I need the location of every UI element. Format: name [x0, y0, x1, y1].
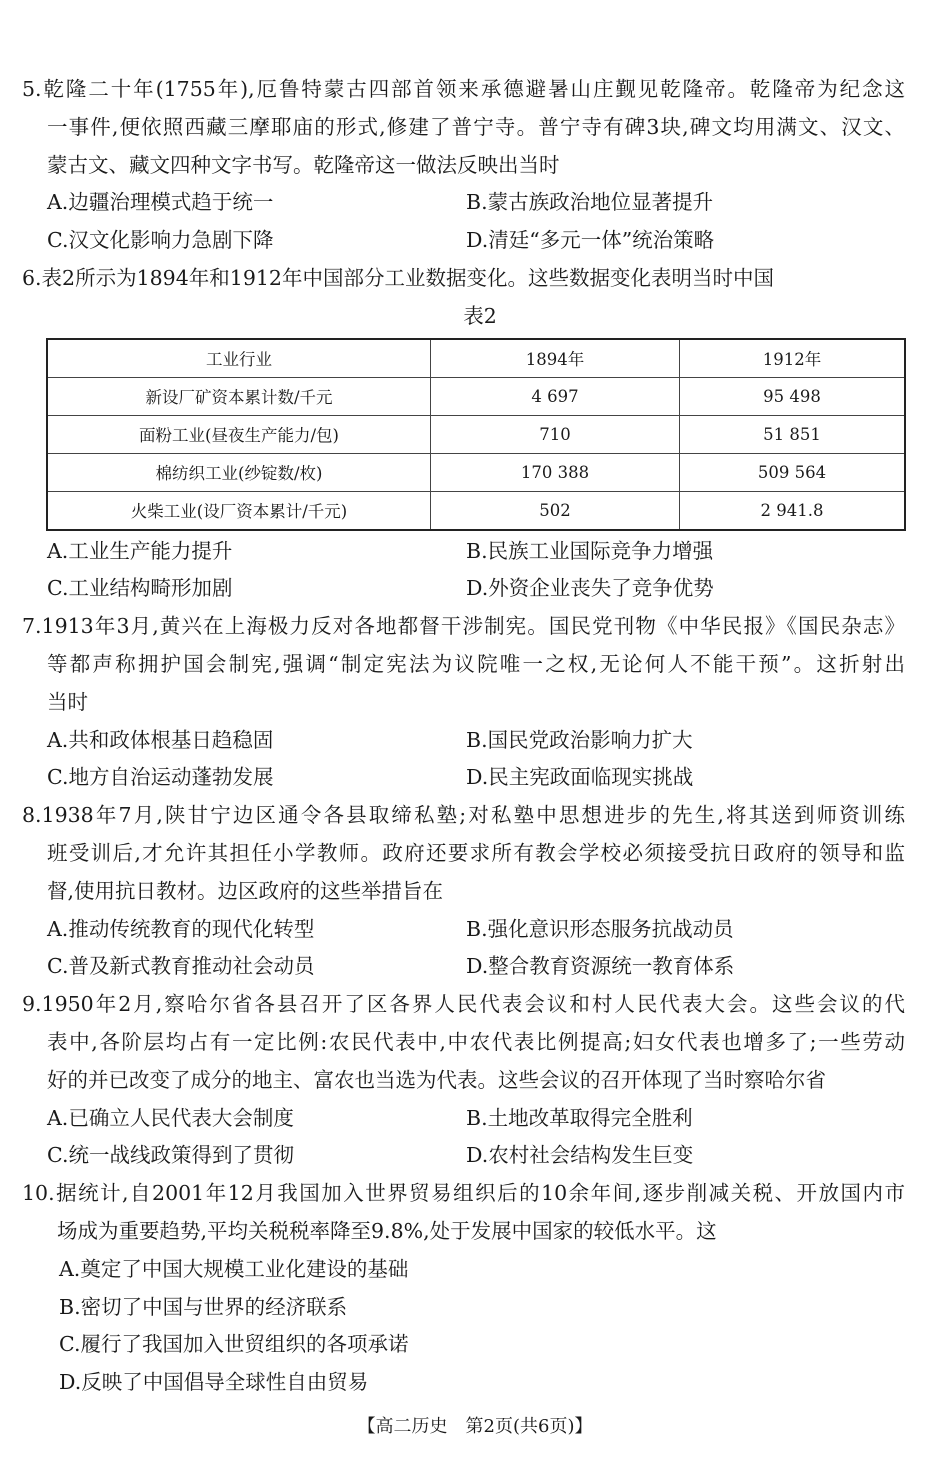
- table-cell: 509 564: [680, 453, 906, 491]
- option-row: [0, 1326, 950, 1364]
- answer-option[interactable]: A.已确立人民代表大会制度: [47, 1105, 294, 1130]
- option-row: [0, 1289, 950, 1327]
- answer-option[interactable]: C.地方自治运动蓬勃发展: [47, 765, 274, 790]
- table-cell: 710: [431, 415, 680, 453]
- data-table: [46, 338, 906, 531]
- table-header-row: [47, 339, 905, 378]
- option-row: [0, 1100, 950, 1138]
- question-5: [0, 71, 950, 260]
- table-header-cell: 1912年: [680, 339, 906, 378]
- question-text-line: 5.乾隆二十年(1755年),厄鲁特蒙古四部首领来承德避暑山庄觐见乾隆帝。乾隆帝为纪念这: [22, 77, 905, 101]
- answer-option[interactable]: C.履行了我国加入世贸组织的各项承诺: [59, 1332, 409, 1357]
- table-cell: 火柴工业(设厂资本累计/千元): [47, 491, 431, 530]
- question-text-line: 8.1938年7月,陕甘宁边区通令各县取缔私塾;对私塾中思想进步的先生,将其送到师资训练: [22, 803, 905, 828]
- option-row: [0, 722, 950, 760]
- answer-option[interactable]: D.农村社会结构发生巨变: [466, 1143, 694, 1168]
- answer-option[interactable]: A.工业生产能力提升: [47, 538, 233, 563]
- question-6: [0, 260, 950, 608]
- table-cell: 2 941.8: [680, 491, 906, 530]
- table-cell: 170 388: [431, 453, 680, 491]
- answer-option[interactable]: C.统一战线政策得到了贯彻: [47, 1143, 294, 1168]
- question-7: [0, 608, 950, 797]
- answer-option[interactable]: B.民族工业国际竞争力增强: [466, 538, 714, 563]
- answer-option[interactable]: D.外资企业丧失了竞争优势: [466, 576, 714, 601]
- question-text-line: 班受训后,才允许其担任小学教师。政府还要求所有教会学校必须接受抗日政府的领导和监: [47, 840, 905, 865]
- answer-option[interactable]: A.推动传统教育的现代化转型: [47, 916, 315, 941]
- answer-option[interactable]: D.清廷“多元一体”统治策略: [466, 228, 715, 253]
- table-row: [47, 491, 905, 530]
- answer-option[interactable]: D.反映了中国倡导全球性自由贸易: [59, 1370, 369, 1395]
- table-cell: 面粉工业(昼夜生产能力/包): [47, 415, 431, 453]
- option-row: [0, 948, 950, 986]
- answer-option[interactable]: C.工业结构畸形加剧: [47, 576, 233, 601]
- answer-option[interactable]: A.共和政体根基日趋稳固: [47, 727, 274, 752]
- question-text-line: 6.表2所示为1894年和1912年中国部分工业数据变化。这些数据变化表明当时中国: [22, 265, 774, 290]
- answer-option[interactable]: B.密切了中国与世界的经济联系: [59, 1294, 348, 1319]
- table-cell: 4 697: [431, 377, 680, 415]
- question-text-line: 场成为重要趋势,平均关税税率降至9.8%,处于发展中国家的较低水平。这: [57, 1218, 717, 1243]
- answer-option[interactable]: B.土地改革取得完全胜利: [466, 1105, 693, 1130]
- question-text-line: 表中,各阶层均占有一定比例:农民代表中,中农代表比例提高;妇女代表也增多了;一些劳动: [47, 1029, 905, 1054]
- table-caption: 表2: [463, 303, 497, 328]
- answer-option[interactable]: B.蒙古族政治地位显著提升: [466, 190, 714, 215]
- option-row: [0, 1364, 950, 1402]
- option-row: [0, 1137, 950, 1175]
- question-text-line: 当时: [47, 689, 88, 714]
- table-row: [47, 415, 905, 453]
- answer-option[interactable]: B.强化意识形态服务抗战动员: [466, 916, 734, 941]
- table-header-cell: 1894年: [431, 339, 680, 378]
- answer-option[interactable]: C.汉文化影响力急剧下降: [47, 228, 274, 253]
- exam-page: [0, 71, 950, 1402]
- table-cell: 95 498: [680, 377, 906, 415]
- table-row: [47, 377, 905, 415]
- question-text-line: 9.1950年2月,察哈尔省各县召开了区各界人民代表会议和村人民代表大会。这些会议的代: [22, 992, 905, 1017]
- question-8: [0, 797, 950, 986]
- option-row: [0, 184, 950, 222]
- option-row: [0, 911, 950, 949]
- option-row: [0, 533, 950, 571]
- question-text-line: 10.据统计,自2001年12月我国加入世界贸易组织后的10余年间,逐步削减关税、开放国内市: [22, 1181, 905, 1206]
- table-row: [47, 453, 905, 491]
- answer-option[interactable]: D.整合教育资源统一教育体系: [466, 954, 735, 979]
- table-header-cell: 工业行业: [47, 339, 431, 378]
- table-cell: 51 851: [680, 415, 906, 453]
- question-text-line: 等都声称拥护国会制宪,强调“制定宪法为议院唯一之权,无论何人不能干预”。这折射出: [47, 651, 905, 676]
- table-cell: 502: [431, 491, 680, 530]
- question-10: [0, 1175, 950, 1402]
- option-row: [0, 570, 950, 608]
- option-row: [0, 222, 950, 260]
- page-footer: 【高二历史 第2页(共6页)】: [357, 1416, 593, 1437]
- question-text-line: 蒙古文、藏文四种文字书写。乾隆帝这一做法反映出当时: [47, 152, 560, 177]
- table-cell: 新设厂矿资本累计数/千元: [47, 377, 431, 415]
- answer-option[interactable]: A.边疆治理模式趋于统一: [47, 190, 274, 215]
- question-text-line: 一事件,便依照西藏三摩耶庙的形式,修建了普宁寺。普宁寺有碑3块,碑文均用满文、汉文、: [47, 114, 905, 139]
- question-text-line: 7.1913年3月,黄兴在上海极力反对各地都督干涉制宪。国民党刊物《中华民报》《国民杂志》: [22, 614, 905, 639]
- option-row: [0, 1251, 950, 1289]
- answer-option[interactable]: D.民主宪政面临现实挑战: [466, 765, 694, 790]
- table-cell: 棉纺织工业(纱锭数/枚): [47, 453, 431, 491]
- option-row: [0, 759, 950, 797]
- question-text-line: 好的并已改变了成分的地主、富农也当选为代表。这些会议的召开体现了当时察哈尔省: [47, 1067, 826, 1092]
- question-9: [0, 986, 950, 1175]
- answer-option[interactable]: B.国民党政治影响力扩大: [466, 727, 693, 752]
- answer-option[interactable]: A.奠定了中国大规模工业化建设的基础: [59, 1256, 409, 1281]
- answer-option[interactable]: C.普及新式教育推动社会动员: [47, 954, 315, 979]
- question-text-line: 督,使用抗日教材。边区政府的这些举措旨在: [47, 878, 444, 903]
